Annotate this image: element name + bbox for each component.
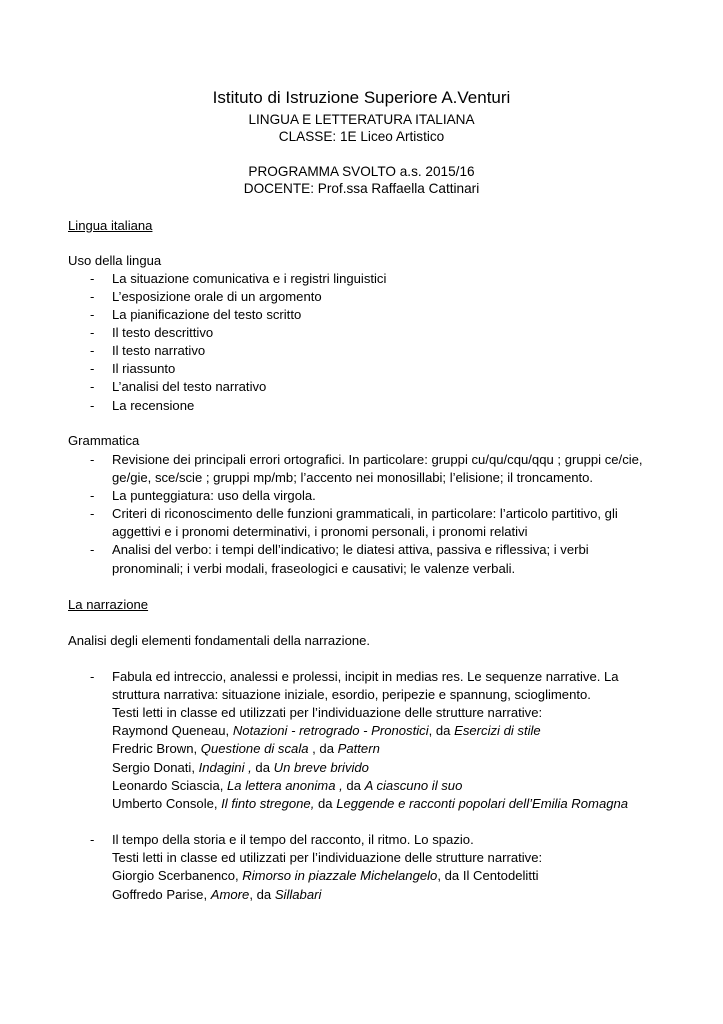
reading-work: Il finto stregone, — [221, 796, 315, 811]
reading-connector: , da — [308, 741, 338, 756]
reading-work: Indagini , — [198, 760, 252, 775]
bullet-dash: - — [90, 542, 95, 557]
list-item: La recensione — [112, 398, 195, 413]
reading-connector: , da — [428, 723, 455, 738]
bullet-dash: - — [90, 271, 95, 286]
teacher-line: DOCENTE: Prof.ssa Raffaella Cattinari — [243, 181, 480, 196]
section-title-narrazione: La narrazione — [68, 597, 149, 612]
grammatica-line: Analisi del verbo: i tempi dell’indicativo; le diatesi attiva, passiva e riflessiva; i verbi — [112, 542, 589, 557]
narrazione-intro: Analisi degli elementi fondamentali della narrazione. — [68, 633, 371, 648]
reading-work: Amore — [210, 887, 250, 902]
reading-book: Un breve brivido — [273, 760, 369, 775]
reading-connector: , da — [249, 887, 275, 902]
reading-work: Notazioni - retrogrado - Pronostici — [232, 723, 429, 738]
reading-author: Fredric Brown, — [112, 741, 201, 756]
subject-line: LINGUA E LETTERATURA ITALIANA — [248, 112, 475, 127]
reading-book: Leggende e racconti popolari dell’Emilia Romagna — [336, 796, 629, 811]
reading-connector: da — [251, 760, 274, 775]
narrazione-line: Il tempo della storia e il tempo del racconto, il ritmo. Lo spazio. — [112, 832, 474, 847]
grammatica-heading: Grammatica — [68, 433, 140, 448]
grammatica-line: Revisione dei principali errori ortografici. In particolare: gruppi cu/qu/cqu/qqu ; gruppi ce/cie, — [112, 452, 643, 467]
list-item: La pianificazione del testo scritto — [112, 307, 302, 322]
bullet-dash: - — [90, 361, 95, 376]
reading-work: Rimorso in piazzale Michelangelo — [242, 868, 438, 883]
bullet-dash: - — [90, 669, 95, 684]
program-line: PROGRAMMA SVOLTO a.s. 2015/16 — [248, 164, 475, 179]
bullet-dash: - — [90, 506, 95, 521]
narrazione-line: struttura narrativa: situazione iniziale, esordio, peripezie e spannung, scioglimento. — [112, 687, 591, 702]
reading-author: Sergio Donati, — [112, 760, 199, 775]
reading-book: Pattern — [337, 741, 380, 756]
bullet-dash: - — [90, 289, 95, 304]
reading-entry — [112, 722, 541, 740]
bullet-dash: - — [90, 307, 95, 322]
reading-author: Leonardo Sciascia, — [112, 778, 228, 793]
reading-author: Umberto Console, — [112, 796, 222, 811]
school-title: Istituto di Istruzione Superiore A.Venturi — [212, 88, 511, 107]
grammatica-line: pronominali; i verbi modali, fraseologici e causativi; le valenze verbali. — [112, 561, 516, 576]
bullet-dash: - — [90, 452, 95, 467]
list-item: L’analisi del testo narrativo — [112, 379, 267, 394]
bullet-dash: - — [90, 325, 95, 340]
grammatica-line: La punteggiatura: uso della virgola. — [112, 488, 316, 503]
reading-work: La lettera anonima , — [227, 778, 343, 793]
list-item: La situazione comunicativa e i registri linguistici — [112, 271, 387, 286]
reading-entry — [112, 867, 539, 885]
bullet-dash: - — [90, 398, 95, 413]
list-item: L’esposizione orale di un argomento — [112, 289, 322, 304]
reading-author: Goffredo Parise, — [112, 887, 211, 902]
narrazione-line: Testi letti in classe ed utilizzati per l’individuazione delle strutture narrative: — [112, 850, 543, 865]
reading-author: Raymond Queneau, — [112, 723, 233, 738]
reading-book: Esercizi di stile — [454, 723, 541, 738]
reading-entry — [112, 777, 462, 795]
reading-entry — [112, 886, 321, 904]
reading-work: Questione di scala — [200, 741, 309, 756]
bullet-dash: - — [90, 488, 95, 503]
list-item: Il testo descrittivo — [112, 325, 214, 340]
reading-connector: da — [314, 796, 337, 811]
grammatica-line: ge/gie, sce/scie ; gruppi mp/mb; l’accento nei monosillabi; l’elisione; il troncamento. — [112, 470, 594, 485]
narrazione-line: Testi letti in classe ed utilizzati per l’individuazione delle strutture narrative: — [112, 705, 543, 720]
reading-connector: da — [342, 778, 365, 793]
reading-entry — [112, 740, 380, 758]
narrazione-line: Fabula ed intreccio, analessi e prolessi, incipit in medias res. Le sequenze narrative. La — [112, 669, 619, 684]
class-line: CLASSE: 1E Liceo Artistico — [278, 129, 445, 144]
reading-author: Giorgio Scerbanenco, — [112, 868, 243, 883]
list-item: Il riassunto — [112, 361, 176, 376]
list-item: Il testo narrativo — [112, 343, 206, 358]
reading-entry — [112, 759, 369, 777]
grammatica-line: aggettivi e i pronomi determinativi, i pronomi personali, i pronomi relativi — [112, 524, 528, 539]
bullet-dash: - — [90, 379, 95, 394]
reading-book: Sillabari — [274, 887, 322, 902]
reading-connector: , da Il Centodelitti — [437, 868, 539, 883]
section-title-lingua: Lingua italiana — [68, 218, 153, 233]
bullet-dash: - — [90, 832, 95, 847]
grammatica-line: Criteri di riconoscimento delle funzioni grammaticali, in particolare: l’articolo partitivo, gli — [112, 506, 618, 521]
uso-heading: Uso della lingua — [68, 253, 162, 268]
bullet-dash: - — [90, 343, 95, 358]
reading-book: A ciascuno il suo — [364, 778, 463, 793]
reading-entry — [112, 795, 628, 813]
